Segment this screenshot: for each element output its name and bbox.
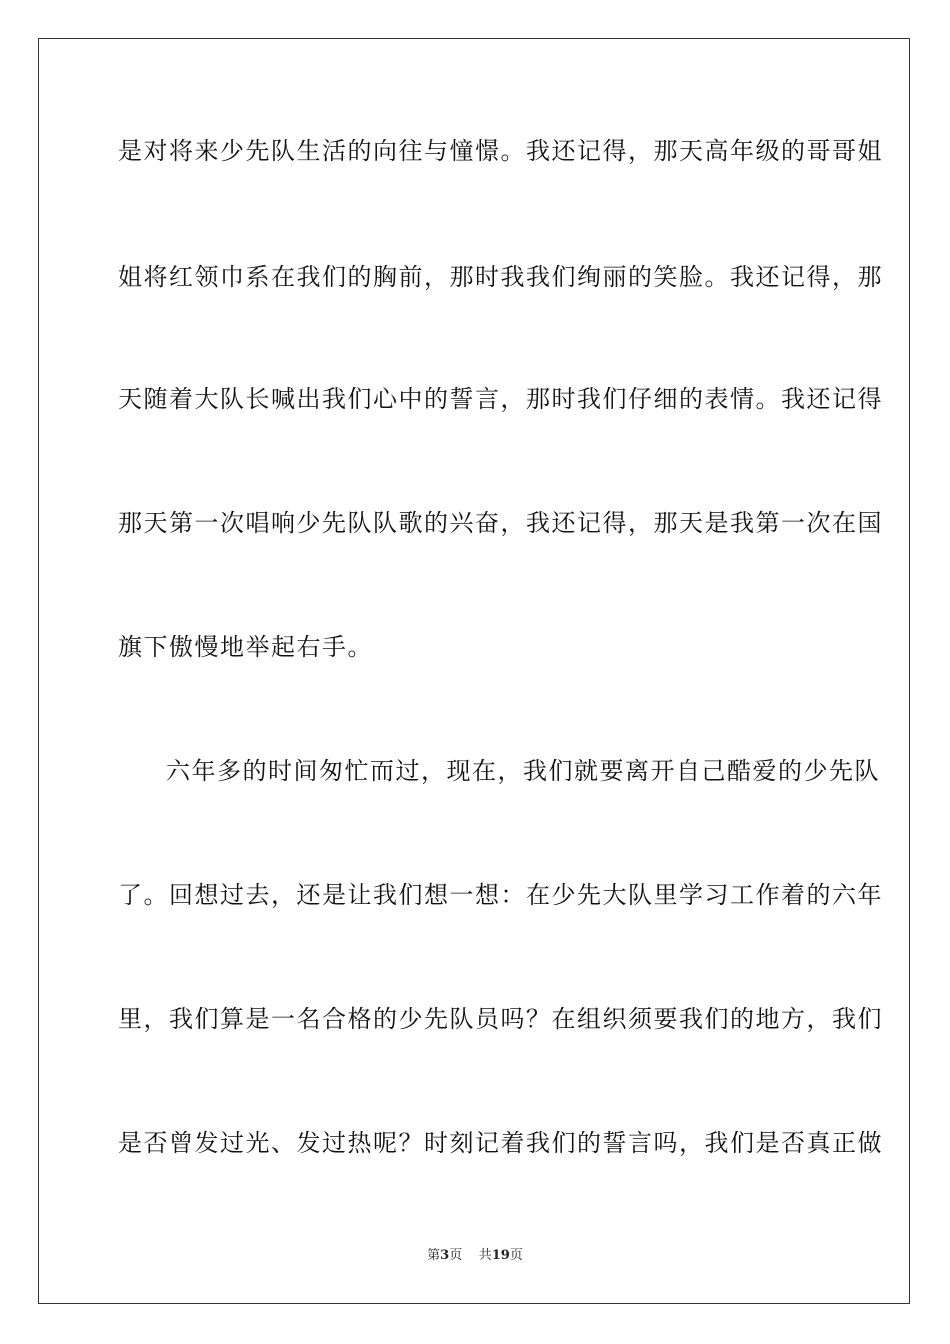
body-text-line: 那天第一次唱响少先队队歌的兴奋，我还记得，那天是我第一次在国 (118, 509, 883, 537)
page-footer (0, 1248, 950, 1264)
body-text-line: 旗下傲慢地举起右手。 (118, 633, 373, 661)
page-border (38, 38, 910, 1304)
total-label-suffix: 页 (509, 1248, 523, 1263)
total-pages: 19 (491, 1248, 510, 1263)
page-number: 3 (440, 1248, 450, 1263)
body-text-line: 里，我们算是一名合格的少先队员吗？在组织须要我们的地方，我们 (118, 1005, 883, 1033)
paragraph-first-line: 六年多的时间匆忙而过，现在，我们就要离开自己酷爱的少先队 (166, 757, 880, 785)
body-text-line: 是否曾发过光、发过热呢？时刻记着我们的誓言吗，我们是否真正做 (118, 1129, 883, 1157)
page-label-prefix: 第 (427, 1248, 441, 1263)
body-text-line: 天随着大队长喊出我们心中的誓言，那时我们仔细的表情。我还记得 (118, 385, 883, 413)
total-label-prefix: 共 (478, 1248, 492, 1263)
body-text-line: 是对将来少先队生活的向往与憧憬。我还记得，那天高年级的哥哥姐 (118, 137, 883, 165)
body-text-line: 了。回想过去，还是让我们想一想：在少先大队里学习工作着的六年 (118, 881, 883, 909)
body-text-line: 姐将红领巾系在我们的胸前，那时我我们绚丽的笑脸。我还记得，那 (118, 263, 883, 291)
page-label-suffix: 页 (449, 1248, 463, 1263)
